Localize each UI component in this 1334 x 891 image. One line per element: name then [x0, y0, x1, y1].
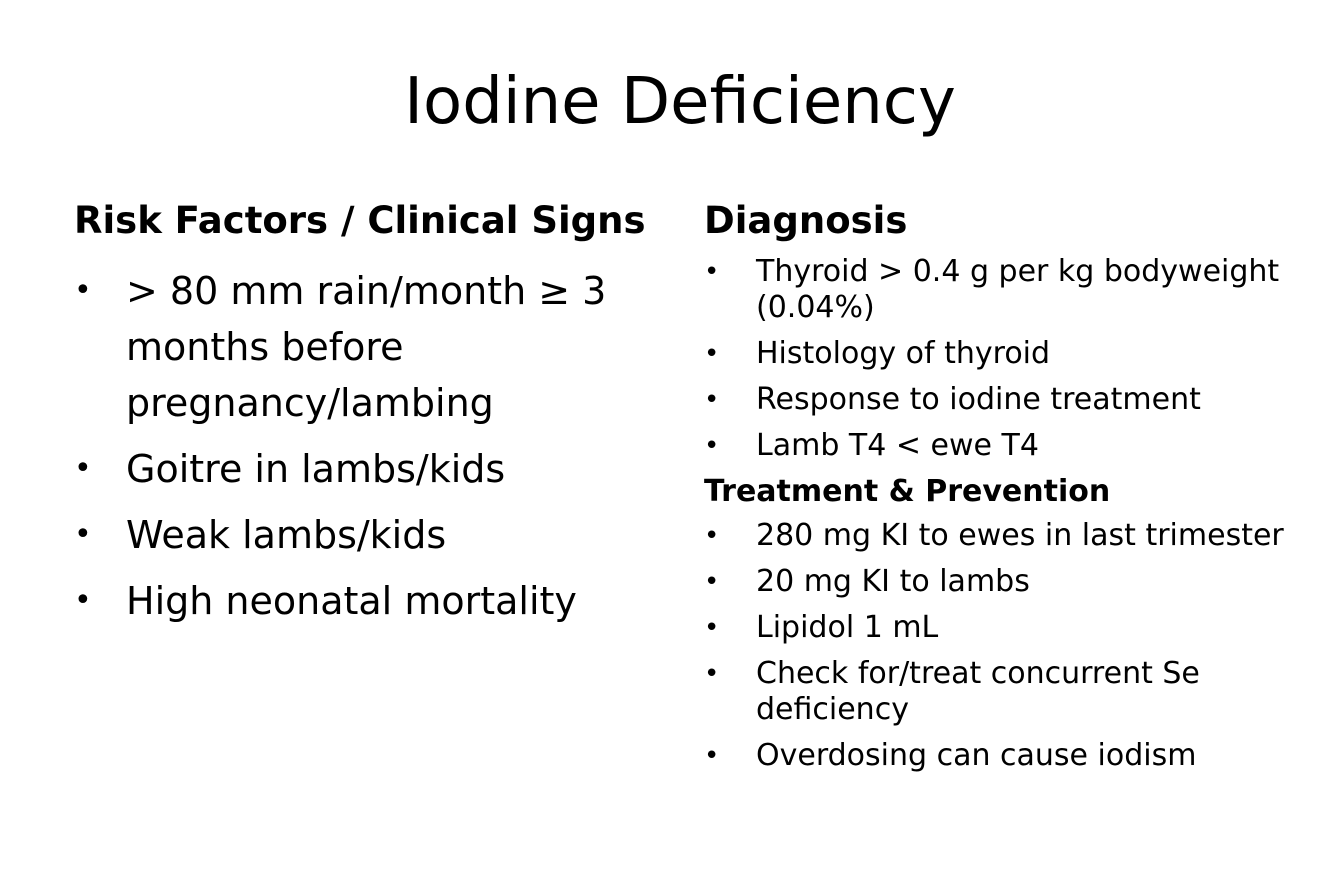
list-item-text: Check for/treat concurrent Se deficiency [756, 656, 1200, 727]
list-item [704, 610, 1304, 646]
bullet-icon: • [74, 583, 92, 618]
list-item-text: Thyroid > 0.4 g per kg bodyweight (0.04%) [756, 254, 1280, 325]
list-item [704, 382, 1304, 418]
bullet-icon: • [704, 567, 720, 597]
list-item-text: Histology of thyroid [756, 336, 1051, 371]
bullet-icon: • [74, 273, 92, 308]
bullet-icon: • [704, 385, 720, 415]
list-item [704, 738, 1304, 774]
list-item-text: Response to iodine treatment [756, 382, 1201, 417]
diagnosis-heading: Diagnosis [704, 199, 908, 242]
list-item [74, 263, 614, 431]
list-item-text: > 80 mm rain/month ≥ 3 months before pregnancy/lambing [126, 269, 607, 425]
slide-title: Iodine Deficiency [404, 65, 956, 139]
risk-factors-list [74, 263, 614, 629]
list-item [74, 573, 614, 629]
bullet-icon: • [704, 521, 720, 551]
bullet-icon: • [74, 517, 92, 552]
treatment-prevention-list [704, 518, 1304, 774]
list-item [704, 564, 1304, 600]
list-item [704, 254, 1304, 326]
diagnosis-list [704, 254, 1304, 464]
diagnosis-column [704, 196, 1304, 784]
bullet-icon: • [704, 339, 720, 369]
list-item [74, 441, 614, 497]
list-item-text: High neonatal mortality [126, 579, 577, 623]
bullet-icon: • [704, 613, 720, 643]
risk-factors-heading: Risk Factors / Clinical Signs [74, 199, 646, 242]
list-item-text: Goitre in lambs/kids [126, 447, 506, 491]
list-item-text: Weak lambs/kids [126, 513, 447, 557]
bullet-icon: • [704, 257, 720, 287]
list-item [704, 428, 1304, 464]
bullet-icon: • [704, 741, 720, 771]
treatment-prevention-heading: Treatment & Prevention [704, 474, 1111, 509]
list-item [74, 507, 614, 563]
list-item-text: Lamb T4 < ewe T4 [756, 428, 1039, 463]
list-item-text: Lipidol 1 mL [756, 610, 939, 645]
risk-factors-column [74, 196, 646, 639]
bullet-icon: • [704, 659, 720, 689]
bullet-icon: • [704, 431, 720, 461]
list-item [704, 656, 1304, 728]
list-item [704, 336, 1304, 372]
list-item [704, 518, 1304, 554]
list-item-text: 280 mg KI to ewes in last trimester [756, 518, 1284, 553]
list-item-text: Overdosing can cause iodism [756, 738, 1197, 773]
bullet-icon: • [74, 451, 92, 486]
list-item-text: 20 mg KI to lambs [756, 564, 1030, 599]
